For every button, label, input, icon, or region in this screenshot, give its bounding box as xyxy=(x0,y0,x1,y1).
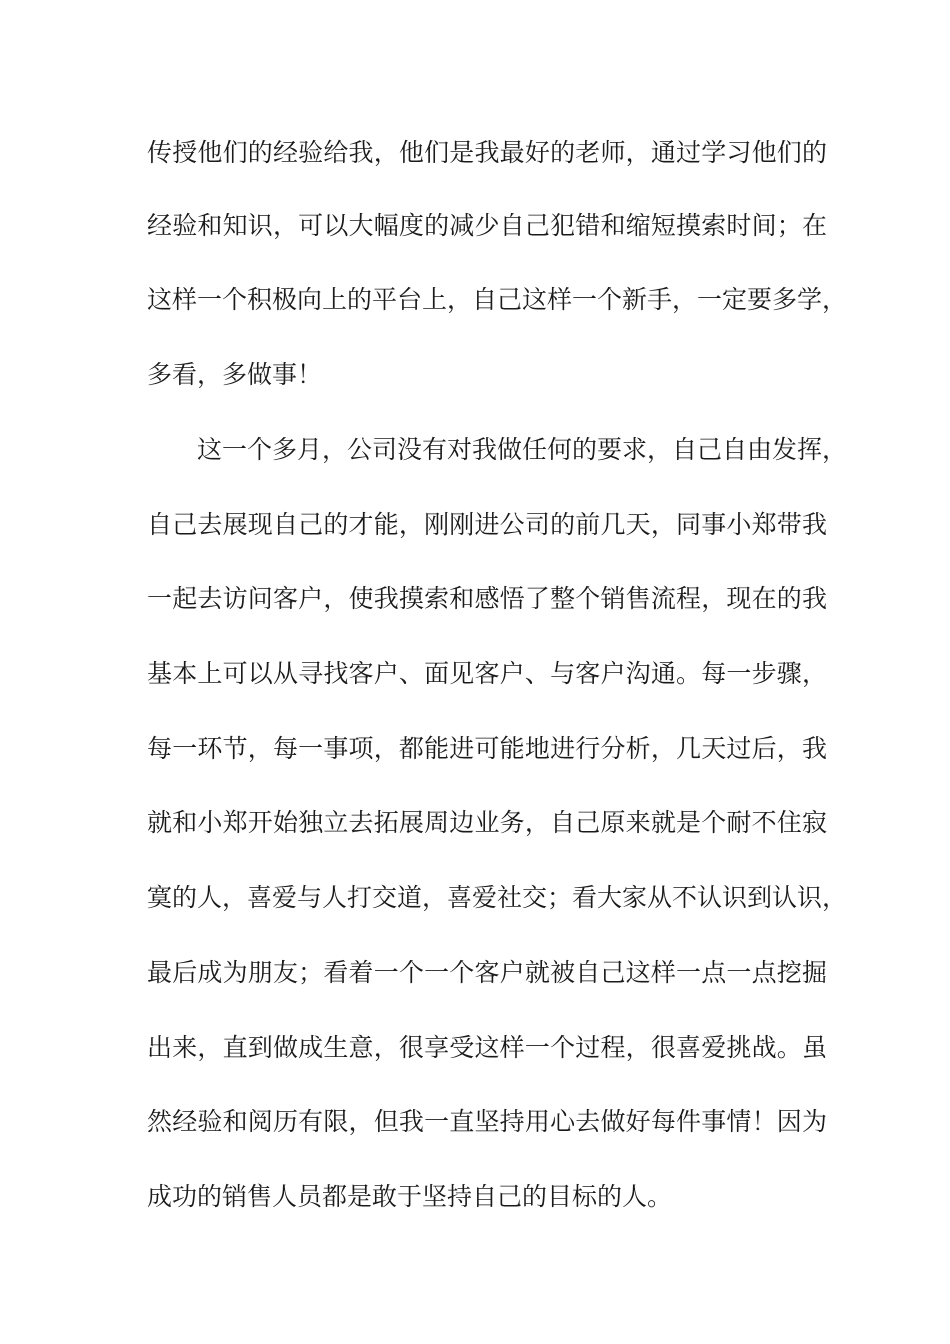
text-line: 多看，多做事！ xyxy=(147,360,323,389)
text-line: 最后成为朋友；看着一个一个客户就被自己这样一点一点挖掘 xyxy=(147,958,827,987)
text-line: 每一环节，每一事项，都能进可能地进行分析，几天过后，我 xyxy=(147,734,827,763)
text-line: 这一个多月，公司没有对我做任何的要求，自己自由发挥， xyxy=(197,435,848,464)
text-line: 这样一个积极向上的平台上，自己这样一个新手，一定要多学， xyxy=(147,285,848,314)
text-line: 成功的销售人员都是敢于坚持自己的目标的人。 xyxy=(147,1182,673,1211)
text-line: 自己去展现自己的才能，刚刚进公司的前几天，同事小郑带我 xyxy=(147,510,827,539)
text-line: 就和小郑开始独立去拓展周边业务，自己原来就是个耐不住寂 xyxy=(147,808,827,837)
text-line: 出来，直到做成生意，很享受这样一个过程，很喜爱挑战。虽 xyxy=(147,1033,827,1062)
text-line: 经验和知识，可以大幅度的减少自己犯错和缩短摸索时间；在 xyxy=(147,211,827,240)
text-line: 然经验和阅历有限，但我一直坚持用心去做好每件事情！因为 xyxy=(147,1107,827,1136)
text-line: 一起去访问客户，使我摸索和感悟了整个销售流程，现在的我 xyxy=(147,584,827,613)
text-line: 基本上可以从寻找客户、面见客户、与客户沟通。每一步骤， xyxy=(147,659,827,688)
text-line: 传授他们的经验给我，他们是我最好的老师，通过学习他们的 xyxy=(147,138,827,167)
text-line: 寞的人，喜爱与人打交道，喜爱社交；看大家从不认识到认识， xyxy=(147,883,848,912)
